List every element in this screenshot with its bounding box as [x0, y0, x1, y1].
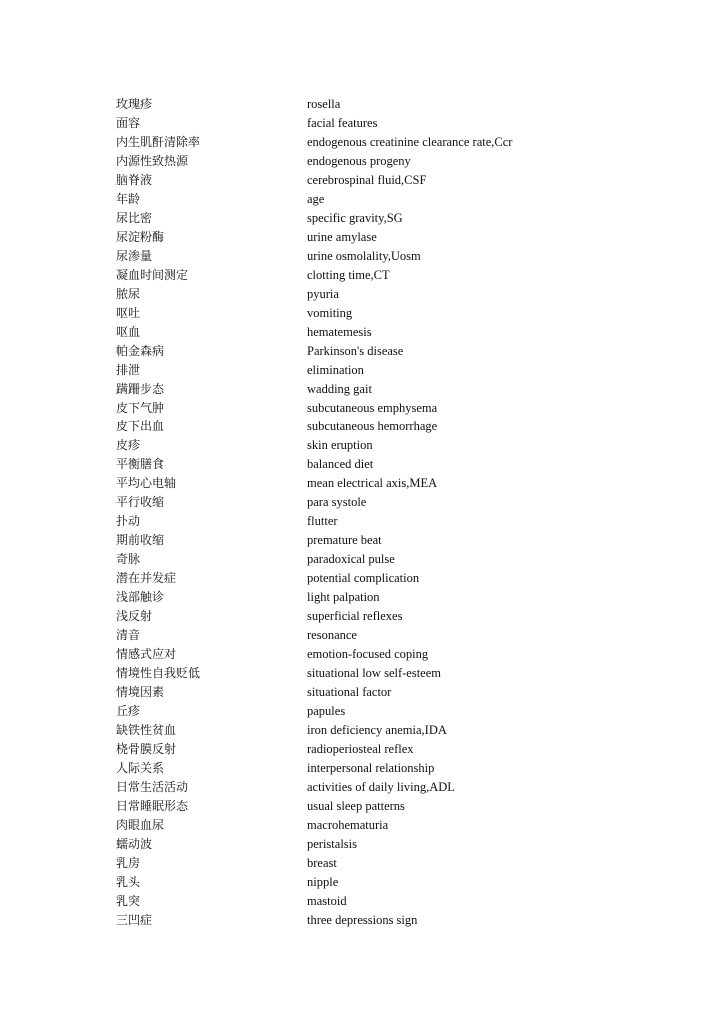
chinese-term: 年龄	[116, 191, 141, 206]
glossary-row	[116, 569, 676, 588]
chinese-term: 排泄	[116, 362, 141, 377]
glossary-row	[116, 740, 676, 759]
english-term: premature beat	[307, 533, 382, 548]
glossary-row	[116, 550, 676, 569]
chinese-term: 脓尿	[116, 286, 141, 301]
chinese-term: 脑脊液	[116, 172, 153, 187]
english-term: skin eruption	[307, 438, 373, 453]
glossary-row	[116, 493, 676, 512]
english-term: breast	[307, 855, 337, 870]
english-term: potential complication	[307, 571, 420, 586]
glossary-row	[116, 95, 676, 114]
chinese-term: 桡骨膜反射	[116, 741, 177, 756]
english-term: rosella	[307, 97, 341, 111]
chinese-term: 情感式应对	[116, 647, 177, 662]
glossary-row	[116, 816, 676, 835]
english-term: endogenous progeny	[307, 153, 411, 168]
chinese-term: 浅反射	[116, 609, 153, 624]
chinese-term: 尿比密	[116, 210, 153, 225]
english-term: balanced diet	[307, 457, 374, 472]
glossary-row	[116, 797, 676, 816]
glossary-row	[116, 474, 676, 493]
english-term: pyuria	[307, 286, 339, 301]
english-term: hematemesis	[307, 324, 372, 339]
glossary-row	[116, 342, 676, 361]
chinese-term: 潜在并发症	[116, 571, 177, 586]
glossary-row	[116, 304, 676, 323]
english-term: situational factor	[307, 685, 392, 700]
english-term: urine osmolality,Uosm	[307, 248, 421, 263]
english-term: cerebrospinal fluid,CSF	[307, 172, 427, 187]
glossary-list	[116, 95, 676, 930]
chinese-term: 凝血时间测定	[116, 267, 189, 282]
english-term: urine amylase	[307, 229, 377, 244]
glossary-row	[116, 190, 676, 209]
chinese-term: 肉眼血尿	[116, 817, 165, 832]
english-term: usual sleep patterns	[307, 798, 405, 813]
english-term: activities of daily living,ADL	[307, 779, 455, 794]
glossary-row	[116, 133, 676, 152]
chinese-term: 皮疹	[116, 438, 141, 453]
english-term: elimination	[307, 362, 364, 377]
english-term: superficial reflexes	[307, 609, 403, 624]
glossary-row	[116, 399, 676, 418]
english-term: interpersonal relationship	[307, 760, 435, 775]
chinese-term: 乳房	[116, 855, 141, 870]
chinese-term: 期前收缩	[116, 533, 165, 548]
english-term: iron deficiency anemia,IDA	[307, 722, 447, 737]
english-term: three depressions sign	[307, 912, 418, 927]
chinese-term: 皮下气肿	[116, 400, 165, 415]
english-term: para systole	[307, 495, 367, 510]
glossary-row	[116, 531, 676, 550]
english-term: facial features	[307, 115, 378, 130]
chinese-term: 尿渗量	[116, 248, 153, 263]
english-term: specific gravity,SG	[307, 210, 403, 225]
chinese-term: 丘疹	[116, 704, 141, 718]
english-term: peristalsis	[307, 836, 357, 851]
glossary-row	[116, 152, 676, 171]
english-term: macrohematuria	[307, 817, 389, 832]
glossary-row	[116, 911, 676, 930]
glossary-row	[116, 854, 676, 873]
glossary-row	[116, 607, 676, 626]
chinese-term: 平行收缩	[116, 495, 165, 510]
chinese-term: 人际关系	[116, 760, 165, 775]
chinese-term: 蹒跚步态	[116, 381, 165, 396]
glossary-row	[116, 683, 676, 702]
glossary-row	[116, 626, 676, 645]
chinese-term: 玫瑰疹	[116, 97, 153, 111]
english-term: mean electrical axis,MEA	[307, 476, 438, 491]
chinese-term: 内源性致热源	[116, 153, 189, 168]
glossary-row	[116, 266, 676, 285]
english-term: papules	[307, 704, 346, 718]
chinese-term: 奇脉	[116, 552, 141, 567]
chinese-term: 帕金森病	[116, 343, 165, 358]
chinese-term: 日常睡眠形态	[116, 798, 189, 813]
glossary-row	[116, 209, 676, 228]
chinese-term: 情境因素	[116, 685, 165, 700]
glossary-row	[116, 455, 676, 474]
english-term: subcutaneous hemorrhage	[307, 419, 438, 434]
glossary-row	[116, 645, 676, 664]
english-term: paradoxical pulse	[307, 552, 395, 567]
glossary-row	[116, 664, 676, 683]
english-term: mastoid	[307, 893, 347, 908]
chinese-term: 平衡膳食	[116, 457, 165, 472]
glossary-row	[116, 873, 676, 892]
glossary-row	[116, 436, 676, 455]
english-term: radioperiosteal reflex	[307, 741, 414, 756]
glossary-row	[116, 380, 676, 399]
english-term: endogenous creatinine clearance rate,Ccr	[307, 134, 513, 149]
glossary-row	[116, 835, 676, 854]
chinese-term: 呕血	[116, 324, 141, 339]
chinese-term: 内生肌酐清除率	[116, 134, 201, 149]
glossary-row	[116, 417, 676, 436]
glossary-row	[116, 588, 676, 607]
chinese-term: 缺铁性贫血	[116, 722, 177, 737]
english-term: emotion-focused coping	[307, 647, 429, 662]
english-term: Parkinson's disease	[307, 343, 404, 358]
glossary-row	[116, 171, 676, 190]
glossary-row	[116, 285, 676, 304]
chinese-term: 皮下出血	[116, 419, 165, 434]
glossary-row	[116, 759, 676, 778]
chinese-term: 乳突	[116, 893, 141, 908]
glossary-row	[116, 512, 676, 531]
glossary-row	[116, 778, 676, 797]
glossary-row	[116, 114, 676, 133]
glossary-row	[116, 247, 676, 266]
english-term: flutter	[307, 514, 338, 529]
english-term: resonance	[307, 628, 357, 643]
chinese-term: 清音	[116, 628, 141, 643]
glossary-row	[116, 361, 676, 380]
english-term: age	[307, 191, 325, 206]
glossary-row	[116, 721, 676, 740]
glossary-row	[116, 228, 676, 247]
glossary-row	[116, 323, 676, 342]
english-term: vomiting	[307, 305, 353, 320]
chinese-term: 扑动	[116, 514, 141, 529]
english-term: light palpation	[307, 590, 380, 605]
chinese-term: 呕吐	[116, 305, 141, 320]
chinese-term: 乳头	[116, 874, 141, 889]
chinese-term: 三凹症	[116, 912, 153, 927]
english-term: wadding gait	[307, 381, 372, 396]
english-term: clotting time,CT	[307, 267, 390, 282]
chinese-term: 浅部触诊	[116, 590, 165, 605]
glossary-row	[116, 892, 676, 911]
chinese-term: 情境性自我贬低	[116, 666, 201, 681]
english-term: nipple	[307, 874, 339, 889]
chinese-term: 日常生活活动	[116, 779, 189, 794]
chinese-term: 蠕动波	[116, 836, 153, 851]
glossary-row	[116, 702, 676, 721]
chinese-term: 平均心电轴	[116, 476, 177, 491]
english-term: situational low self-esteem	[307, 666, 441, 681]
english-term: subcutaneous emphysema	[307, 400, 438, 415]
chinese-term: 尿淀粉酶	[116, 229, 165, 244]
chinese-term: 面容	[116, 115, 141, 130]
